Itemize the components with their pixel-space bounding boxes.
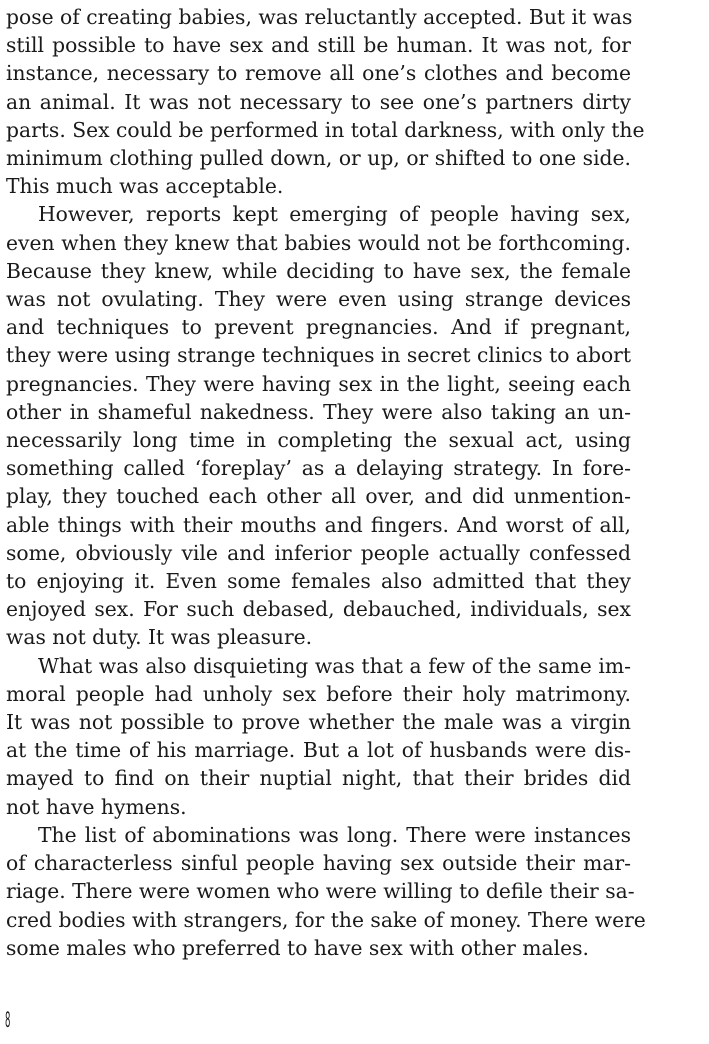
- text-line: still possible to have sex and still be human. It was not, for: [6, 33, 631, 58]
- text-line: The list of abominations was long. There were instances: [38, 822, 631, 847]
- paragraph: [6, 652, 631, 821]
- text-line: some, obviously vile and inferior people actually confessed: [6, 540, 631, 565]
- text-line: moral people had unholy sex before their holy matrimony.: [6, 681, 631, 706]
- text-line: at the time of his marriage. But a lot of husbands were dis-: [6, 738, 631, 763]
- text-line: something called ‘foreplay’ as a delaying strategy. In fore-: [6, 456, 631, 481]
- text-line: mayed to find on their nuptial night, that their brides did: [6, 766, 631, 791]
- text-line: was not ovulating. They were even using strange devices: [6, 287, 631, 312]
- text-line: enjoyed sex. For such debased, debauched, individuals, sex: [6, 597, 631, 622]
- text-line: of characterless sinful people having sex outside their mar-: [6, 851, 631, 876]
- paragraph: [6, 3, 645, 200]
- text-line: parts. Sex could be performed in total darkness, with only the: [6, 117, 645, 142]
- text-line: not have hymens.: [6, 794, 187, 819]
- text-line: What was also disquieting was that a few of the same im-: [38, 653, 631, 678]
- text-line: play, they touched each other all over, and did unmention-: [6, 484, 631, 509]
- text-line: cred bodies with strangers, for the sake of money. There were: [6, 907, 646, 932]
- text-line: Because they knew, while deciding to have sex, the female: [6, 258, 631, 283]
- text-line: This much was acceptable.: [6, 174, 284, 199]
- text-line: instance, necessary to remove all one’s clothes and become: [6, 61, 631, 86]
- text-line: minimum clothing pulled down, or up, or shifted to one side.: [6, 146, 631, 171]
- text-line: and techniques to prevent pregnancies. And if pregnant,: [6, 315, 631, 340]
- text-line: even when they knew that babies would not be forthcoming.: [6, 230, 631, 255]
- text-line: they were using strange techniques in secret clinics to abort: [6, 343, 632, 368]
- page-body: [6, 3, 646, 962]
- text-line: riage. There were women who were willing to defile their sa-: [6, 879, 635, 904]
- text-line: some males who preferred to have sex with other males.: [6, 935, 589, 960]
- text-line: pose of creating babies, was reluctantly accepted. But it was: [6, 5, 633, 29]
- text-line: It was not possible to prove whether the male was a virgin: [6, 710, 631, 735]
- text-line: However, reports kept emerging of people having sex,: [38, 202, 631, 227]
- text-line: pregnancies. They were having sex in the light, seeing each: [6, 371, 631, 396]
- text-line: other in shameful nakedness. They were also taking an un-: [6, 399, 631, 424]
- paragraph: [6, 821, 646, 962]
- text-line: to enjoying it. Even some females also admitted that they: [6, 569, 631, 594]
- paragraph: [6, 200, 631, 651]
- text-line: able things with their mouths and fingers. And worst of all,: [6, 512, 631, 537]
- text-line: was not duty. It was pleasure.: [6, 625, 313, 650]
- text-line: an animal. It was not necessary to see one’s partners dirty: [6, 89, 631, 114]
- page-number: 8: [5, 1008, 10, 1032]
- text-line: necessarily long time in completing the sexual act, using: [6, 428, 631, 453]
